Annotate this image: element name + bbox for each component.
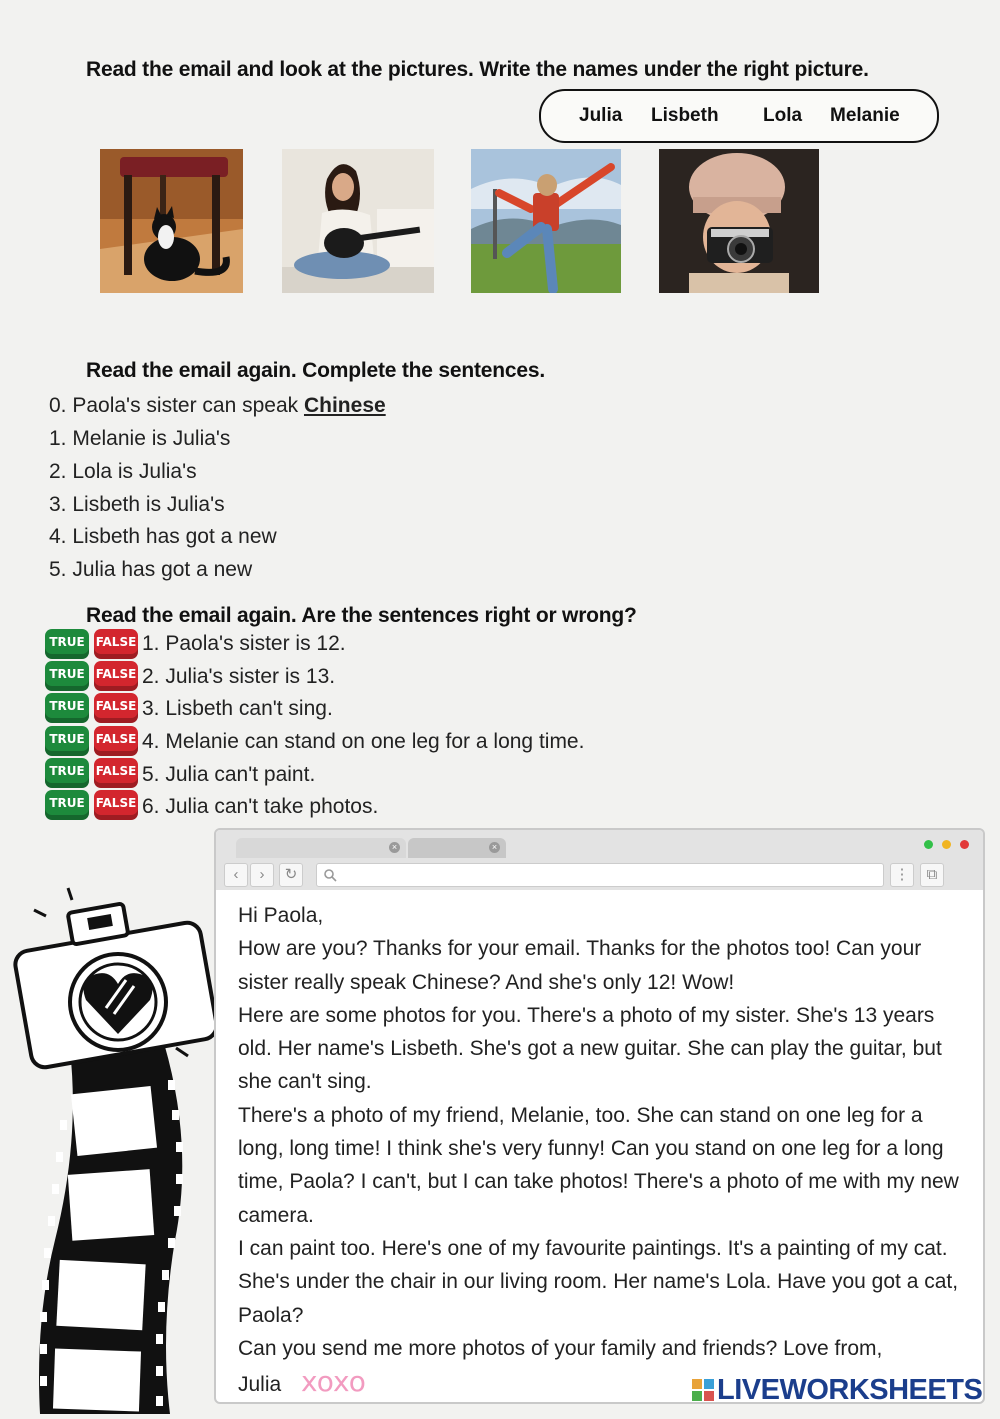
email-signature: Julia [238, 1373, 282, 1397]
liveworksheets-logo [692, 1374, 982, 1407]
example-sentence [49, 394, 386, 418]
browser-tab-2[interactable] [408, 838, 506, 858]
statement-6: 6. Julia can't take photos. [142, 795, 379, 818]
true-button-6[interactable]: TRUE [45, 790, 89, 820]
email-paragraph-1: How are you? Thanks for your email. Thanks for the photos too! Can your sister really speak Chinese? And she's only 12! Wow! [238, 937, 922, 994]
camera-girl-picture [659, 149, 819, 293]
guitar-girl-picture [282, 149, 434, 293]
statement-5: 5. Julia can't paint. [142, 763, 316, 786]
false-button-4[interactable]: FALSE [94, 726, 138, 756]
window-maximize-icon[interactable] [924, 840, 933, 849]
sentence-4: 4. Lisbeth has got a new [49, 525, 277, 548]
name-bank [539, 89, 939, 143]
section1-instruction: Read the email and look at the pictures. Write the names under the right picture. [86, 58, 869, 81]
window-minimize-icon[interactable] [942, 840, 951, 849]
search-icon [323, 868, 337, 882]
email-greeting: Hi Paola, [238, 904, 324, 927]
liveworksheets-logo-text: LIVEWORKSHEETS [717, 1374, 983, 1406]
name-julia[interactable]: Julia [579, 105, 623, 126]
browser-chrome [216, 830, 983, 890]
true-button-3[interactable]: TRUE [45, 693, 89, 723]
statement-2: 2. Julia's sister is 13. [142, 665, 336, 688]
sentence-5: 5. Julia has got a new [49, 558, 253, 581]
section3-instruction: Read the email again. Are the sentences right or wrong? [86, 604, 637, 627]
section2-instruction: Read the email again. Complete the sentences. [86, 359, 545, 382]
email-body [238, 899, 973, 1401]
statement-1: 1. Paola's sister is 12. [142, 632, 346, 655]
forward-arrow-icon[interactable]: › [250, 863, 274, 887]
false-button-6[interactable]: FALSE [94, 790, 138, 820]
email-paragraph-3: There's a photo of my friend, Melanie, too. She can stand on one leg for a long, long time! I think she's very funny! Can you stand on one leg for a long time, Paola? I can't, but I can take photos! There's a photo of me with my new camera. [238, 1103, 959, 1227]
email-browser-window [214, 828, 985, 1404]
back-arrow-icon[interactable]: ‹ [224, 863, 248, 887]
true-button-1[interactable]: TRUE [45, 629, 89, 659]
email-paragraph-4: I can paint too. Here's one of my favourite paintings. It's a painting of my cat. She's under the chair in our living room. Her name's Lola. Have you got a cat, Paola? [238, 1236, 959, 1327]
example-prefix: 0. Paola's sister can speak [49, 394, 299, 417]
tab-close-icon[interactable]: × [489, 842, 500, 853]
true-button-4[interactable]: TRUE [45, 726, 89, 756]
name-lisbeth[interactable]: Lisbeth [651, 105, 719, 126]
camera-film-illustration [10, 880, 220, 1414]
email-paragraph-2: Here are some photos for you. There's a photo of my sister. She's 13 years old. Her name's Lisbeth. She's got a new guitar. She can play the guitar, but she can't sing. [238, 1003, 942, 1094]
reload-icon[interactable]: ↻ [279, 863, 303, 887]
sentence-2: 2. Lola is Julia's [49, 460, 197, 483]
xoxo-doodle: xoxo [301, 1365, 366, 1399]
statement-3: 3. Lisbeth can't sing. [142, 697, 333, 720]
sentence-3: 3. Lisbeth is Julia's [49, 493, 225, 516]
false-button-5[interactable]: FALSE [94, 758, 138, 788]
false-button-2[interactable]: FALSE [94, 661, 138, 691]
window-tabs-icon[interactable]: ⧉ [920, 863, 944, 887]
kebab-menu-icon[interactable]: ⋮ [890, 863, 914, 887]
browser-tab-1[interactable] [236, 838, 406, 858]
true-button-5[interactable]: TRUE [45, 758, 89, 788]
false-button-1[interactable]: FALSE [94, 629, 138, 659]
statement-4: 4. Melanie can stand on one leg for a long time. [142, 730, 585, 753]
one-leg-girl-picture [471, 149, 621, 293]
liveworksheets-logo-icon [692, 1379, 714, 1401]
window-close-icon[interactable] [960, 840, 969, 849]
cat-painting-picture [100, 149, 243, 293]
name-lola[interactable]: Lola [763, 105, 803, 126]
tab-close-icon[interactable]: × [389, 842, 400, 853]
example-answer: Chinese [303, 394, 386, 417]
address-bar[interactable] [316, 863, 884, 887]
sentence-1: 1. Melanie is Julia's [49, 427, 231, 450]
name-melanie[interactable]: Melanie [830, 105, 900, 126]
email-paragraph-5: Can you send me more photos of your family and friends? Love from, [238, 1336, 883, 1360]
true-button-2[interactable]: TRUE [45, 661, 89, 691]
false-button-3[interactable]: FALSE [94, 693, 138, 723]
